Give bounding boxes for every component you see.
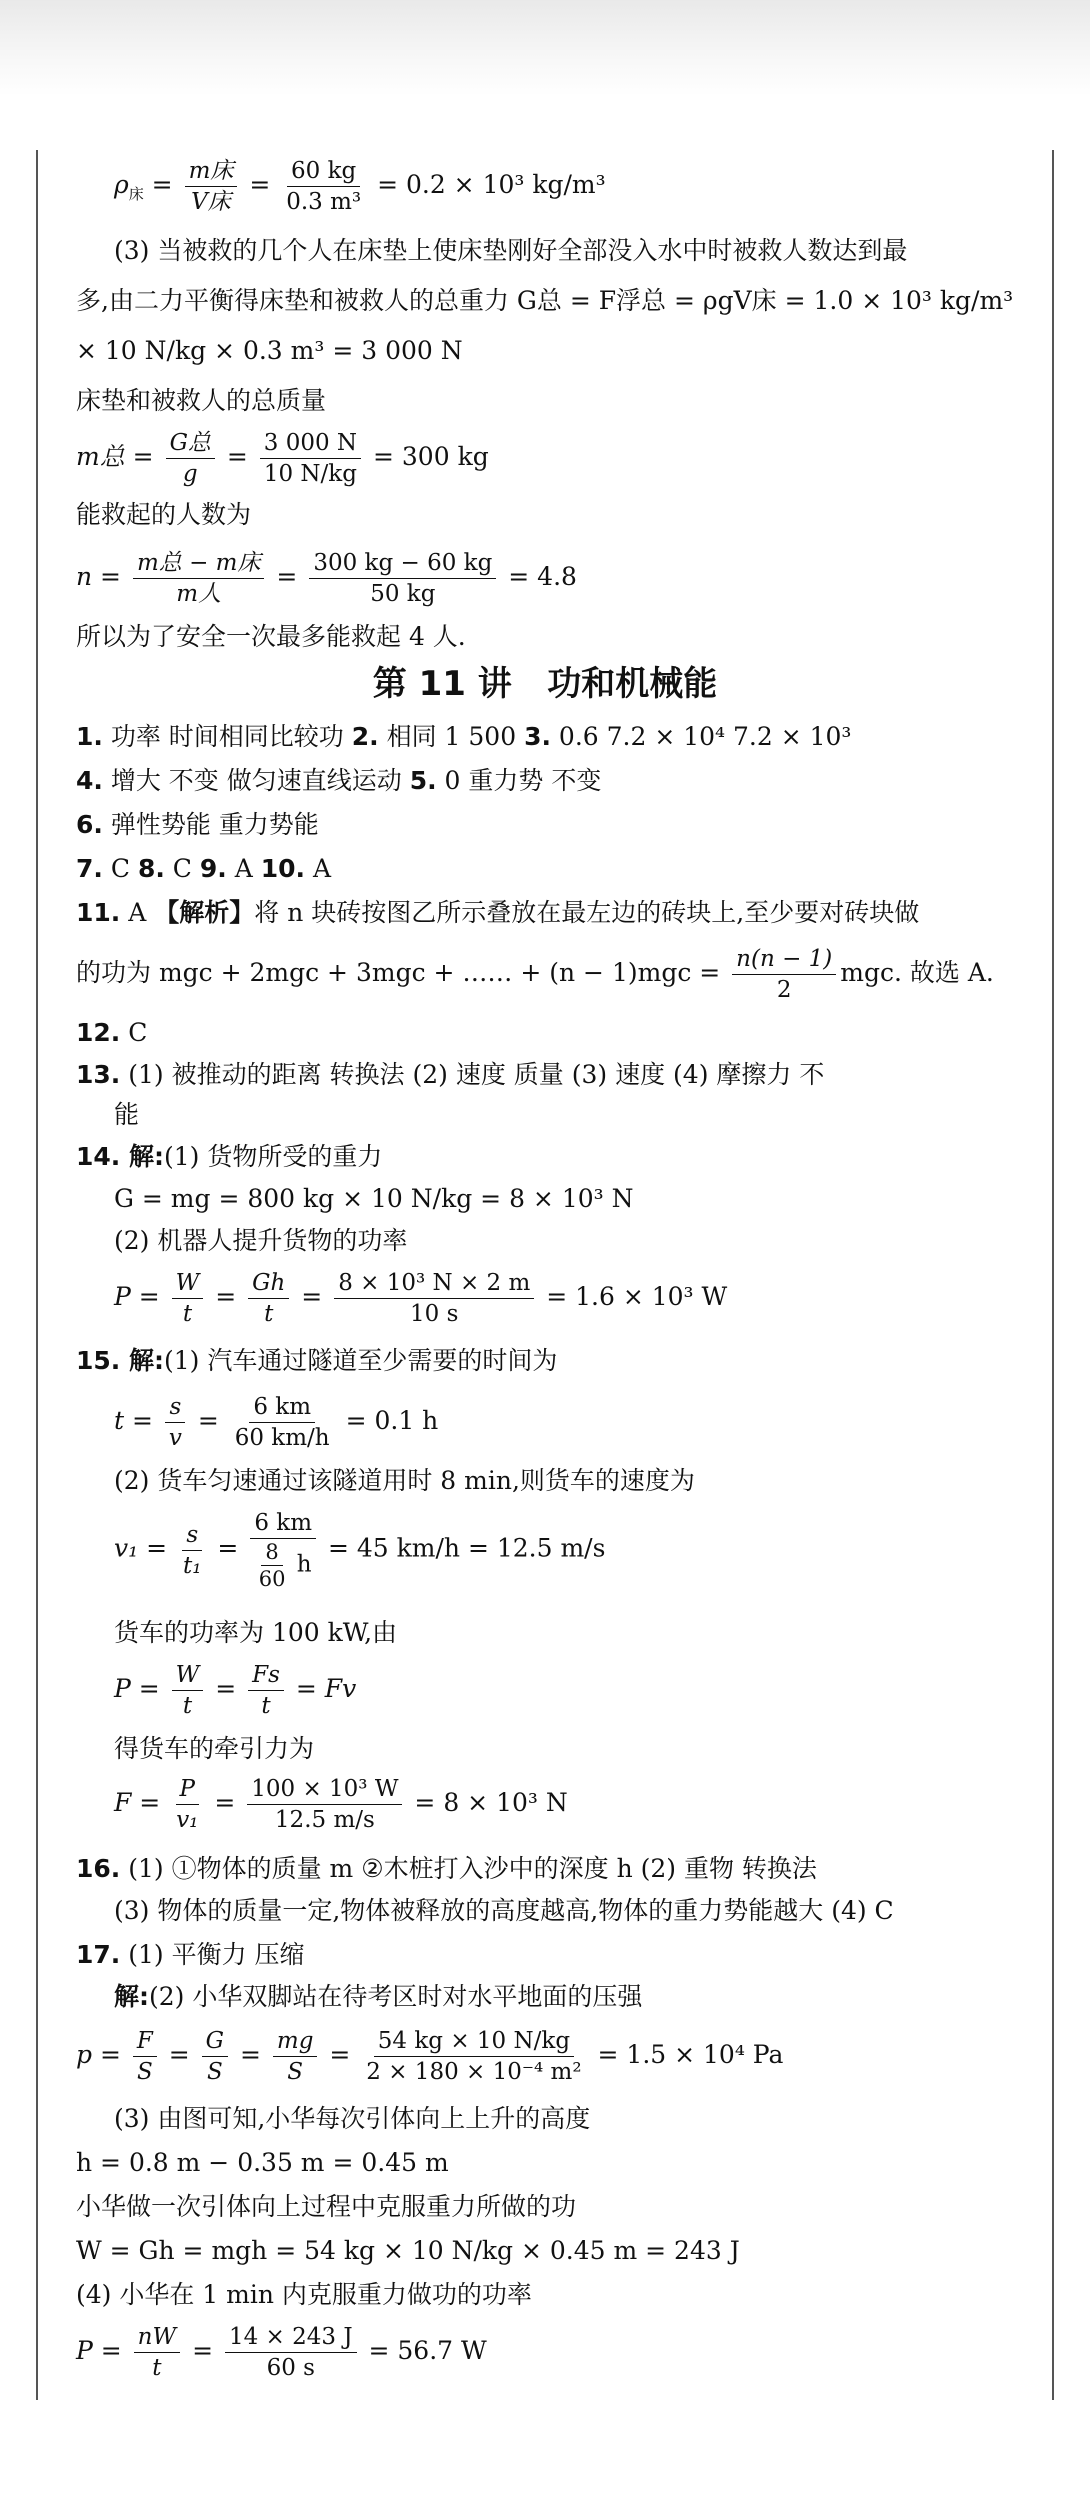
text-line: W = Gh = mgh = 54 kg × 10 N/kg × 0.45 m = 243 J (76, 2236, 740, 2265)
text-line: (2) 货车匀速通过该隧道用时 8 min,则货车的速度为 (114, 1466, 695, 1495)
fraction: $\frac{54 kg \times 10 N/kg}{\text{2 × 180 × 10⁻⁴ m²}}$ (366, 2028, 582, 2085)
traction-formula: F = $\frac{P}{\text{v₁}}$ = $\frac{\text{100 × 10³ W}}{12.5 m/s}$ = 8 × 10³ N (114, 1776, 568, 1833)
velocity-formula: v₁ = $\frac{s}{\text{t₁}}$ = 6 km $\frac{8}{60}$ h = 45 km/h = 12.5 m/s (114, 1510, 606, 1591)
answer-6: 6. 弹性势能 重力势能 (76, 810, 319, 839)
answer-11: 11. A 【解析】将 n 块砖按图乙所示叠放在最左边的砖块上,至少要对砖块做 (76, 898, 920, 927)
fraction: $\frac{n(n - 1)}{2}$ (732, 944, 836, 1005)
answer-15: 15. 解:(1) 汽车通过隧道至少需要的时间为 (76, 1346, 558, 1375)
fraction: $\frac{mg}{S}$ (273, 2026, 318, 2087)
power-velocity-formula: P = $\frac{W}{t}$ = $\frac{Fs}{t}$ = Fv (114, 1662, 357, 1719)
text-line: G = mg = 800 kg × 10 N/kg = 8 × 10³ N (114, 1184, 634, 1213)
fraction: $\frac{Gh}{t}$ (248, 1268, 289, 1329)
answer-1-3: 1. 功率 时间相同比较功 2. 相同 1 500 3. 0.6 7.2 × 10⁴ 7.2 × 10³ (76, 722, 852, 751)
fraction: $\frac{nW}{t}$ (134, 2322, 180, 2383)
text-line: 得货车的牵引力为 (114, 1734, 315, 1763)
answer-16: 16. (1) ①物体的质量 m ②木桩打入沙中的深度 h (2) 重物 转换法 (76, 1854, 817, 1883)
fraction: $\frac{Fs}{t}$ (248, 1660, 284, 1721)
pressure-formula: p = $\frac{F}{S}$ = $\frac{G}{S}$ = $\frac{mg}{S}$ = $\frac{54 kg \times 10 N/kg}{\text{2 × 180 × 10⁻⁴ m²}}$ = 1.5 × 10⁴ Pa (76, 2028, 784, 2085)
text-line: 床垫和被救人的总质量 (76, 386, 327, 415)
fraction: $\frac{3 000 N}{10 N/kg}$ (260, 428, 361, 489)
mass-formula: m总 = $\frac{\text{G总}}{g}$ = $\frac{3 000 N}{10 N/kg}$ = 300 kg (76, 430, 489, 487)
text-line: (3) 由图可知,小华每次引体向上上升的高度 (114, 2104, 591, 2133)
fraction: $\frac{G}{S}$ (202, 2026, 228, 2087)
text-line: 能 (114, 1100, 140, 1129)
answer-11-formula: 的功为 mgc + 2mgc + 3mgc + …… + (n − 1)mgc = $\frac{n(n - 1)}{2}$ mgc. 故选 A. (76, 946, 994, 1003)
text-line: × 10 N/kg × 0.3 m³ = 3 000 N (76, 336, 463, 365)
text-line: (3) 物体的质量一定,物体被释放的高度越高,物体的重力势能越大 (4) C (114, 1896, 894, 1925)
text-line: (4) 小华在 1 min 内克服重力做功的功率 (76, 2280, 532, 2309)
nested-fraction: $\frac{8}{60}$ (258, 1540, 286, 1591)
time-formula: t = $\frac{s}{v}$ = $\frac{6 km}{60 km/h}$ = 0.1 h (114, 1394, 439, 1451)
fraction: $\frac{W}{t}$ (172, 1660, 204, 1721)
fraction: $\frac{60 kg}{\text{0.3 m³}}$ (286, 158, 362, 215)
fraction: $\frac{W}{t}$ (172, 1268, 204, 1329)
section-title: 第 11 讲 功和机械能 (372, 664, 718, 704)
power-formula: P = $\frac{W}{t}$ = $\frac{Gh}{t}$ = $\frac{\text{8 × 10³ N × 2 m}}{10 s}$ = 1.6 × 10³ W (114, 1270, 728, 1327)
answer-14: 14. 解:(1) 货物所受的重力 (76, 1142, 383, 1171)
fraction: $\frac{\text{8 × 10³ N × 2 m}}{10 s}$ (334, 1268, 534, 1329)
fraction: $\frac{P}{\text{v₁}}$ (176, 1776, 199, 1833)
fraction: $\frac{\text{G总}}{g}$ (166, 428, 215, 489)
answer-17-part2: 解:(2) 小华双脚站在待考区时对水平地面的压强 (114, 1982, 643, 2011)
fraction: $\frac{F}{S}$ (133, 2026, 157, 2087)
text-line: h = 0.8 m − 0.35 m = 0.45 m (76, 2148, 449, 2177)
answer-17: 17. (1) 平衡力 压缩 (76, 1940, 305, 1969)
fraction: $\frac{s}{v}$ (165, 1392, 186, 1453)
answer-7-10: 7. C 8. C 9. A 10. A (76, 854, 332, 883)
text-line: (3) 当被救的几个人在床垫上使床垫刚好全部没入水中时被救人数达到最 (114, 236, 908, 265)
people-count-formula: n = $\frac{\text{m总 − m床}}{\text{m人}}$ = $\frac{300 kg - 60 kg}{50 kg}$ = 4.8 (76, 550, 577, 607)
fraction: $\frac{6 km}{60 km/h}$ (234, 1394, 330, 1451)
answer-12: 12. C (76, 1018, 148, 1047)
text-line: 小华做一次引体向上过程中克服重力所做的功 (76, 2192, 577, 2221)
answer-13: 13. (1) 被推动的距离 转换法 (2) 速度 质量 (3) 速度 (4) 摩擦力 不 (76, 1060, 825, 1089)
text-line: 能救起的人数为 (76, 500, 252, 529)
text-line: 多,由二力平衡得床垫和被救人的总重力 G总 = F浮总 = ρgV床 = 1.0 × 10³ kg/m³ (76, 286, 1014, 315)
final-power-formula: P = $\frac{nW}{t}$ = $\frac{14 \times 243 J}{60 s}$ = 56.7 W (76, 2324, 487, 2381)
density-formula: $\rho_床$ = $\frac{\text{m床}}{\text{V床}}$ = $\frac{60 kg}{\text{0.3 m³}}$ = 0.2 × 10³ kg/m³ (114, 158, 606, 215)
text-line: (2) 机器人提升货物的功率 (114, 1226, 408, 1255)
fraction: $\frac{\text{m总 − m床}}{\text{m人}}$ (133, 548, 265, 609)
text-line: 货车的功率为 100 kW,由 (114, 1618, 398, 1647)
text-line: 所以为了安全一次最多能救起 4 人. (76, 622, 466, 651)
fraction: $\frac{\text{100 × 10³ W}}{12.5 m/s}$ (247, 1774, 402, 1835)
answer-4-5: 4. 增大 不变 做匀速直线运动 5. 0 重力势 不变 (76, 766, 602, 795)
fraction: $\frac{14 \times 243 J}{60 s}$ (225, 2322, 357, 2383)
fraction: $\frac{s}{\text{t₁}}$ (183, 1521, 202, 1579)
fraction: $\frac{\text{m床}}{\text{V床}}$ (185, 156, 238, 217)
fraction: 6 km $\frac{8}{60}$ h (250, 1508, 316, 1592)
fraction: $\frac{300 kg - 60 kg}{50 kg}$ (309, 548, 496, 609)
